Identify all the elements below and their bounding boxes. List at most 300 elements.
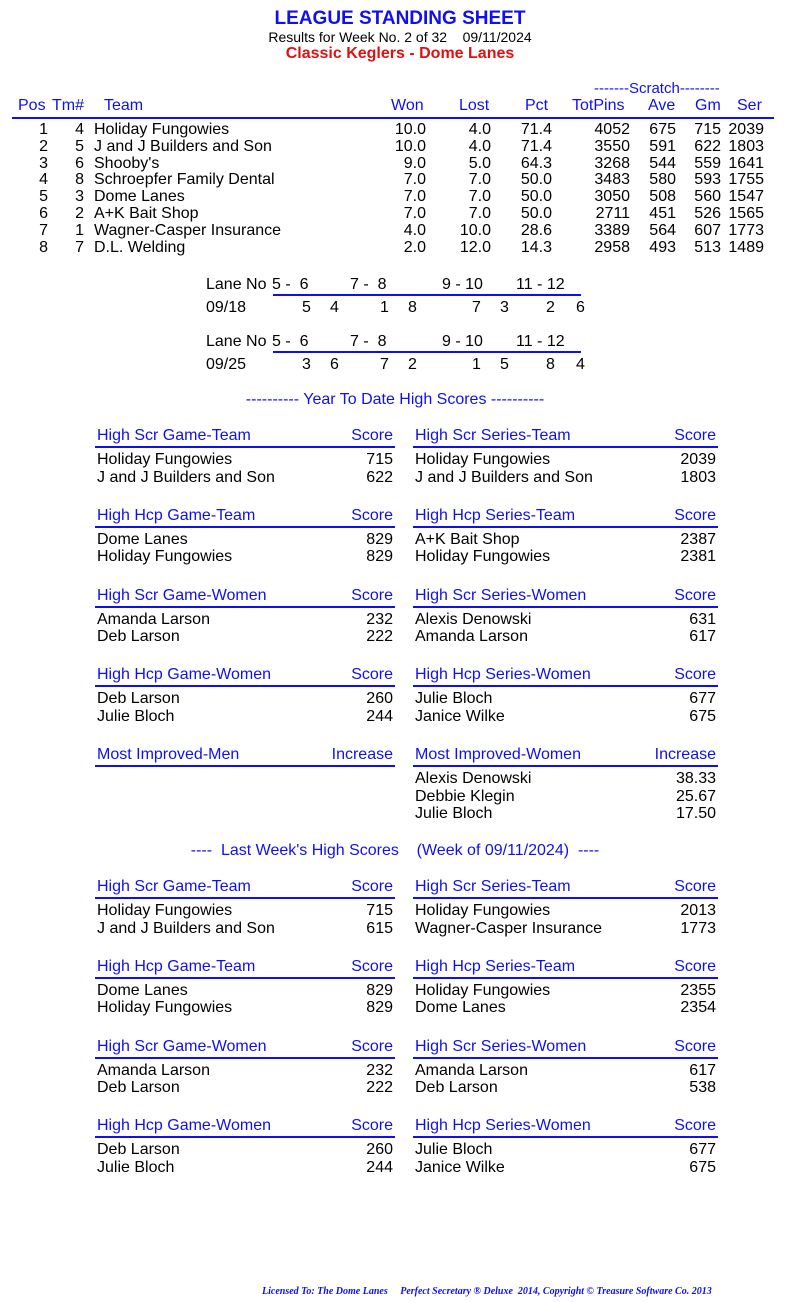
lane-team: 2: [408, 356, 417, 373]
score-box-rows: [413, 899, 718, 937]
standings-cell: 513: [694, 238, 721, 256]
standings-cell: 6: [39, 205, 48, 222]
score-row: [413, 451, 718, 469]
score-box-col: Score: [674, 427, 716, 444]
week-subtitle: Results for Week No. 2 of 32 09/11/2024: [268, 29, 532, 45]
score-box-title: High Scr Series-Women: [415, 1037, 587, 1055]
score-value: 715: [366, 902, 393, 919]
score-value: 829: [366, 548, 393, 566]
lane-team: 3: [500, 299, 509, 316]
score-box-header: [95, 1038, 395, 1059]
standings-cell: 8: [39, 238, 48, 256]
score-box-rows: [413, 767, 718, 823]
score-box-header: [95, 746, 395, 767]
standings-cell: 1565: [728, 205, 764, 222]
ytd-section-title: ---------- Year To Date High Scores ----------: [245, 391, 545, 408]
lane-team: 5: [500, 356, 509, 373]
score-value: 1773: [680, 919, 716, 937]
score-value: 631: [689, 610, 716, 628]
score-row: [95, 1159, 395, 1177]
score-box-rows: [95, 608, 395, 646]
standings-cell: 50.0: [520, 171, 552, 189]
standings-cell: 1803: [728, 137, 764, 155]
score-box-title: High Hcp Game-Team: [97, 957, 256, 975]
standings-cell: 2711: [595, 205, 630, 222]
score-row: [95, 1079, 395, 1097]
score-box-rows: [413, 608, 718, 646]
score-box-rows: [95, 979, 395, 1017]
bowler-name: Julie Bloch: [415, 805, 493, 823]
lane-team: 4: [576, 356, 585, 373]
standings-cell: 7.0: [468, 205, 491, 222]
standings-cell: 508: [649, 188, 676, 206]
score-box: [413, 1038, 718, 1097]
score-value: 829: [366, 981, 393, 999]
score-row: [413, 999, 718, 1017]
standings-cell: 607: [694, 221, 721, 239]
standings-cell: 3: [75, 188, 84, 206]
standings-cell: 3550: [594, 137, 630, 155]
bowler-name: Amanda Larson: [415, 628, 528, 646]
score-box-rows: [95, 687, 395, 725]
score-box: [95, 1117, 395, 1176]
score-value: 617: [689, 1061, 716, 1079]
score-row: [413, 548, 718, 566]
standings-cell: 580: [649, 171, 676, 189]
score-box: [413, 878, 718, 937]
bowler-name: Holiday Fungowies: [97, 902, 233, 919]
score-row: [95, 690, 395, 708]
standings-cell: 7: [39, 221, 48, 239]
score-box-title: High Hcp Game-Team: [97, 506, 256, 524]
standings-cell: 451: [649, 205, 676, 222]
col-header-ser: Ser: [737, 97, 762, 114]
score-row: [95, 628, 395, 646]
bowler-name: Wagner-Casper Insurance: [415, 919, 603, 937]
standings-cell: 593: [694, 171, 721, 189]
score-box-header: [413, 587, 718, 608]
score-row: [413, 1159, 718, 1177]
bowler-name: Deb Larson: [97, 1141, 180, 1159]
score-value: 2381: [680, 548, 716, 566]
score-value: 17.50: [675, 805, 716, 823]
bowler-name: Amanda Larson: [97, 1061, 210, 1079]
standings-cell: 4052: [594, 121, 630, 138]
standings-cell: Shooby's: [94, 154, 160, 172]
score-value: 617: [689, 628, 716, 646]
bowler-name: Julie Bloch: [97, 1158, 175, 1176]
score-box-col: Score: [351, 1117, 393, 1135]
standings-cell: 50.0: [520, 205, 552, 222]
bowler-name: Alexis Denowski: [415, 610, 532, 628]
score-box-rows: [413, 1059, 718, 1097]
bowler-name: Amanda Larson: [415, 1061, 528, 1079]
score-box: [95, 1038, 395, 1097]
standings-cell: 2039: [728, 121, 764, 138]
score-box-col: Increase: [331, 746, 393, 764]
standings-cell: 7.0: [468, 171, 491, 189]
standings-cell: 1: [75, 221, 84, 239]
score-value: 232: [366, 1061, 393, 1079]
score-row: [413, 1141, 718, 1159]
score-box-col: Score: [674, 586, 716, 604]
standings-cell: 10.0: [394, 121, 426, 138]
lane-team: 4: [330, 299, 339, 316]
score-box: [413, 746, 718, 823]
score-value: 2039: [680, 451, 716, 468]
lane-rule: [273, 294, 581, 296]
col-header-ave: Ave: [648, 97, 676, 114]
col-header-team: Team: [104, 97, 144, 114]
score-box: [95, 666, 395, 725]
lane-team: 2: [546, 299, 555, 316]
standings-cell: 71.4: [520, 137, 552, 155]
score-box-col: Score: [351, 506, 393, 524]
score-box-col: Score: [674, 506, 716, 524]
score-value: 675: [689, 707, 716, 725]
standings-cell: 1547: [728, 188, 764, 206]
score-box: [413, 507, 718, 566]
col-header-pct: Pct: [525, 97, 549, 114]
score-row: [413, 469, 718, 487]
lane-no-label: Lane No: [206, 276, 267, 293]
score-box-title: Most Improved-Men: [97, 746, 240, 764]
score-row: [413, 611, 718, 629]
bowler-name: J and J Builders and Son: [415, 468, 593, 486]
standings-cell: Schroepfer Family Dental: [94, 171, 275, 189]
score-box-rows: [95, 767, 395, 770]
score-value: 2013: [680, 902, 716, 919]
score-box-rows: [95, 1138, 395, 1176]
bowler-name: J and J Builders and Son: [97, 468, 275, 486]
score-box-col: Score: [674, 1037, 716, 1055]
lane-team: 6: [576, 299, 585, 316]
score-value: 244: [366, 707, 393, 725]
score-value: 677: [689, 690, 716, 708]
standings-cell: 4: [75, 121, 84, 138]
score-box-col: Score: [351, 1037, 393, 1055]
bowler-name: Holiday Fungowies: [415, 451, 551, 468]
standings-cell: 6: [75, 154, 84, 172]
col-header-won: Won: [391, 97, 424, 114]
standings-cell: 64.3: [520, 154, 552, 172]
standings-cell: 1773: [728, 221, 764, 239]
bowler-name: Julie Bloch: [97, 707, 175, 725]
score-box-header: [413, 1117, 718, 1138]
standings-cell: 1641: [728, 154, 764, 172]
score-box: [95, 587, 395, 646]
standings-cell: 10.0: [459, 221, 491, 239]
score-box-title: Most Improved-Women: [415, 746, 581, 764]
score-box-col: Score: [351, 666, 393, 684]
score-box: [95, 958, 395, 1017]
standings-cell: 7.0: [403, 171, 426, 189]
score-row: [413, 788, 718, 806]
lane-date: 09/25: [206, 356, 247, 373]
score-box-col: Score: [674, 878, 716, 895]
score-box-header: [413, 958, 718, 979]
score-box-title: High Scr Game-Team: [97, 427, 251, 444]
score-row: [413, 1062, 718, 1080]
standings-cell: 526: [694, 205, 721, 222]
score-value: 622: [366, 468, 393, 486]
bowler-name: Janice Wilke: [415, 707, 505, 725]
score-value: 675: [689, 1158, 716, 1176]
score-row: [95, 902, 395, 920]
score-box: [413, 958, 718, 1017]
lane-range: 5 - 6: [272, 333, 309, 350]
score-box-header: [413, 746, 718, 767]
score-row: [413, 770, 718, 788]
score-row: [413, 982, 718, 1000]
lane-range: 11 - 12: [516, 333, 565, 350]
score-box: [95, 746, 395, 770]
bowler-name: Holiday Fungowies: [415, 902, 551, 919]
bowler-name: Holiday Fungowies: [97, 451, 233, 468]
bowler-name: Holiday Fungowies: [97, 999, 233, 1017]
lane-team: 1: [472, 356, 481, 373]
lane-range: 7 - 8: [350, 276, 387, 293]
score-box-rows: [95, 448, 395, 486]
score-box: [413, 587, 718, 646]
score-row: [413, 708, 718, 726]
score-box-col: Score: [674, 957, 716, 975]
bowler-name: Julie Bloch: [415, 1141, 493, 1159]
lane-range: 9 - 10: [442, 276, 483, 293]
standings-cell: 3: [39, 154, 48, 172]
standings-cell: 5: [39, 188, 48, 206]
bowler-name: A+K Bait Shop: [415, 530, 520, 548]
lastweek-section-title: ---- Last Week's High Scores (Week of 09/11/2024) ----: [190, 842, 600, 859]
score-box-rows: [95, 528, 395, 566]
score-box-header: [95, 878, 395, 899]
lane-range: 11 - 12: [516, 276, 565, 293]
score-box-title: High Scr Game-Women: [97, 586, 267, 604]
standings-cell: 1: [39, 121, 48, 138]
standings-cell: 2.0: [403, 238, 426, 256]
score-box-header: [413, 666, 718, 687]
score-row: [95, 548, 395, 566]
col-header-totpins: TotPins: [572, 97, 625, 114]
score-value: 244: [366, 1158, 393, 1176]
score-row: [413, 920, 718, 938]
bowler-name: Dome Lanes: [415, 999, 506, 1017]
standings-cell: 564: [649, 221, 676, 239]
lane-no-label: Lane No: [206, 333, 267, 350]
score-box-title: High Scr Series-Women: [415, 586, 587, 604]
bowler-name: Holiday Fungowies: [415, 981, 551, 999]
league-name: Classic Keglers - Dome Lanes: [285, 45, 515, 62]
bowler-name: Amanda Larson: [97, 610, 210, 628]
standings-cell: 622: [694, 137, 721, 155]
score-box-header: [413, 427, 718, 448]
score-box-header: [95, 958, 395, 979]
standings-cell: 71.4: [520, 121, 552, 138]
lane-team: 8: [408, 299, 417, 316]
standings-cell: 14.3: [520, 238, 552, 256]
score-box-col: Score: [351, 586, 393, 604]
standings-cell: 5: [75, 137, 84, 155]
standings-cell: 4: [39, 171, 48, 189]
score-value: 538: [689, 1079, 716, 1097]
col-header-tm: Tm#: [52, 97, 84, 114]
standings-cell: D.L. Welding: [94, 238, 186, 256]
standings-cell: 1489: [728, 238, 764, 256]
score-value: 1803: [680, 468, 716, 486]
standings-cell: Dome Lanes: [94, 188, 185, 206]
standings-cell: 2: [75, 205, 84, 222]
score-box-header: [95, 587, 395, 608]
score-box-col: Score: [351, 878, 393, 895]
standings-cell: 7.0: [403, 188, 426, 206]
score-row: [95, 999, 395, 1017]
score-row: [95, 611, 395, 629]
lane-team: 6: [330, 356, 339, 373]
score-box-col: Score: [351, 957, 393, 975]
bowler-name: Dome Lanes: [97, 981, 188, 999]
score-value: 2387: [680, 530, 716, 548]
score-value: 615: [366, 919, 393, 937]
standings-cell: 493: [649, 238, 676, 256]
score-box-title: High Hcp Game-Women: [97, 666, 271, 684]
license-footer: Licensed To: The Dome Lanes Perfect Secretary ® Deluxe 2014, Copyright © Treasure Software Co. 2013: [262, 1286, 712, 1297]
score-box-col: Increase: [654, 746, 716, 764]
score-box-title: High Scr Series-Team: [415, 427, 571, 444]
score-box-title: High Hcp Series-Team: [415, 506, 576, 524]
standings-cell: 7.0: [403, 205, 426, 222]
bowler-name: Dome Lanes: [97, 530, 188, 548]
score-value: 260: [366, 690, 393, 708]
score-row: [95, 1062, 395, 1080]
score-box-title: High Hcp Game-Women: [97, 1117, 271, 1135]
standings-cell: 591: [649, 137, 676, 155]
bowler-name: Janice Wilke: [415, 1158, 505, 1176]
col-header-lost: Lost: [459, 97, 490, 114]
score-box-title: High Hcp Series-Team: [415, 957, 576, 975]
score-value: 25.67: [675, 787, 716, 805]
score-box-col: Score: [351, 427, 393, 444]
standings-rule: [12, 117, 774, 119]
standings-cell: 2: [39, 137, 48, 155]
score-value: 2354: [680, 999, 716, 1017]
score-box-title: High Hcp Series-Women: [415, 666, 591, 684]
lane-range: 5 - 6: [272, 276, 309, 293]
standings-cell: 9.0: [403, 154, 426, 172]
score-box-rows: [413, 448, 718, 486]
score-row: [95, 469, 395, 487]
bowler-name: Deb Larson: [415, 1079, 498, 1097]
lane-team: 1: [380, 299, 389, 316]
score-row: [413, 1079, 718, 1097]
score-row: [95, 531, 395, 549]
score-value: 829: [366, 530, 393, 548]
score-box: [95, 878, 395, 937]
score-row: [413, 902, 718, 920]
standings-cell: 4.0: [468, 137, 491, 155]
scratch-label: -------Scratch--------: [594, 80, 720, 97]
standings-cell: Holiday Fungowies: [94, 121, 230, 138]
bowler-name: Julie Bloch: [415, 690, 493, 708]
score-box: [413, 427, 718, 486]
score-value: 222: [366, 628, 393, 646]
standings-cell: 675: [649, 121, 676, 138]
score-row: [95, 451, 395, 469]
lane-team: 8: [546, 356, 555, 373]
standings-cell: 1755: [728, 171, 764, 189]
score-row: [413, 805, 718, 823]
standings-cell: A+K Bait Shop: [94, 205, 199, 222]
score-row: [95, 1141, 395, 1159]
bowler-name: Debbie Klegin: [415, 787, 515, 805]
score-box: [413, 666, 718, 725]
score-box-header: [95, 666, 395, 687]
standings-cell: 3268: [594, 154, 630, 172]
score-box-header: [413, 507, 718, 528]
lane-range: 7 - 8: [350, 333, 387, 350]
bowler-name: Holiday Fungowies: [97, 548, 233, 566]
standings-cell: 50.0: [520, 188, 552, 206]
bowler-name: Holiday Fungowies: [415, 548, 551, 566]
score-box-rows: [413, 528, 718, 566]
standings-cell: 560: [694, 188, 721, 206]
standings-cell: 7: [75, 238, 84, 256]
score-box: [95, 507, 395, 566]
score-box-title: High Hcp Series-Women: [415, 1117, 591, 1135]
standings-cell: 5.0: [468, 154, 491, 172]
score-row: [413, 531, 718, 549]
score-row: [413, 690, 718, 708]
standings-cell: 715: [694, 121, 721, 138]
bowler-name: Deb Larson: [97, 1079, 180, 1097]
score-box-header: [95, 427, 395, 448]
score-value: 715: [366, 451, 393, 468]
score-row: [95, 920, 395, 938]
standings-cell: 10.0: [394, 137, 426, 155]
standings-cell: 7.0: [468, 188, 491, 206]
bowler-name: Deb Larson: [97, 628, 180, 646]
standings-cell: 3483: [594, 171, 630, 189]
score-box-header: [95, 507, 395, 528]
standings-cell: 12.0: [459, 238, 491, 256]
score-box-rows: [95, 899, 395, 937]
score-box-rows: [413, 1138, 718, 1176]
score-value: 38.33: [675, 770, 716, 788]
score-box-rows: [413, 687, 718, 725]
lane-team: 7: [380, 356, 389, 373]
standings-cell: 544: [649, 154, 676, 172]
score-value: 232: [366, 610, 393, 628]
score-box-col: Score: [674, 1117, 716, 1135]
score-box-rows: [95, 1059, 395, 1097]
lane-team: 7: [472, 299, 481, 316]
bowler-name: Alexis Denowski: [415, 770, 532, 788]
score-box-header: [95, 1117, 395, 1138]
score-box-header: [413, 1038, 718, 1059]
score-box-col: Score: [674, 666, 716, 684]
score-box-title: High Scr Game-Team: [97, 878, 251, 895]
standings-cell: Wagner-Casper Insurance: [94, 221, 282, 239]
sheet-title: LEAGUE STANDING SHEET: [274, 8, 526, 29]
bowler-name: J and J Builders and Son: [97, 919, 275, 937]
score-value: 222: [366, 1079, 393, 1097]
standings-cell: 4.0: [403, 221, 426, 239]
lane-range: 9 - 10: [442, 333, 483, 350]
col-header-gm: Gm: [695, 97, 721, 114]
standings-cell: 559: [694, 154, 721, 172]
score-value: 829: [366, 999, 393, 1017]
score-row: [413, 628, 718, 646]
standings-cell: 4.0: [468, 121, 491, 138]
